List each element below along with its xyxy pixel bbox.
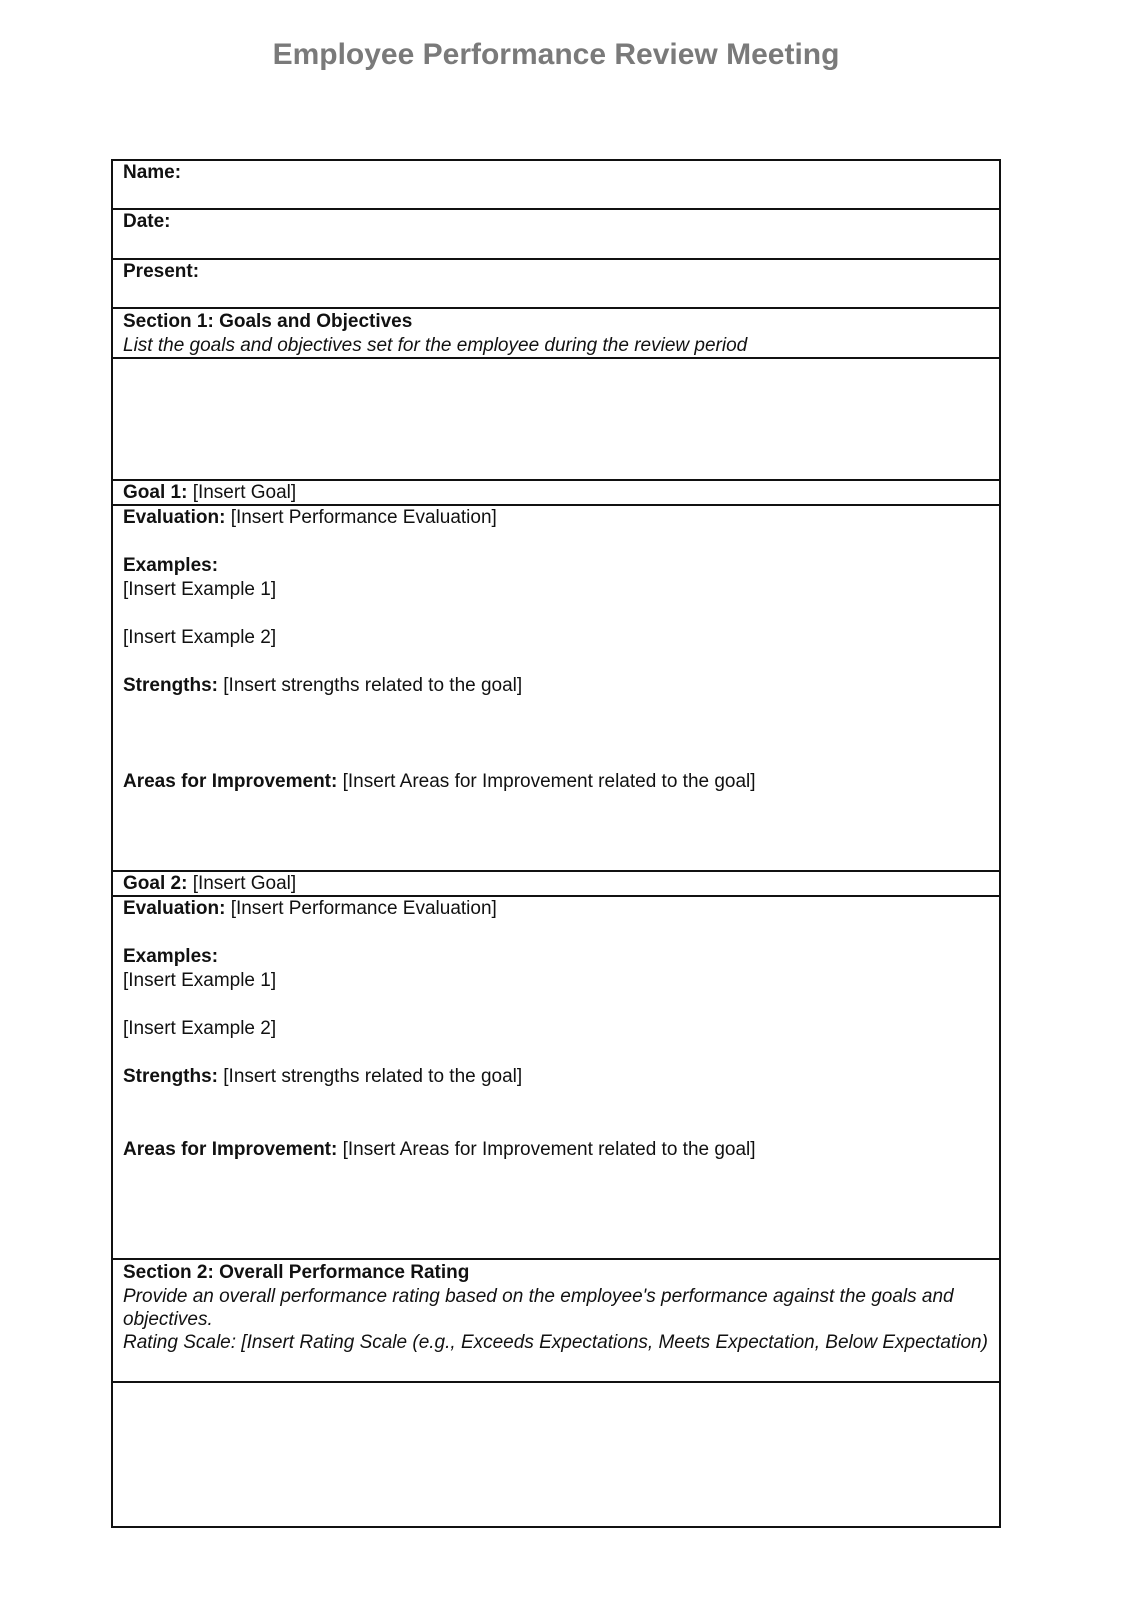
- section2-header: [113, 1260, 999, 1383]
- goal-1-improvement-value: [Insert Areas for Improvement related to the goal]: [342, 771, 756, 792]
- goal-2-improvement-label: Areas for Improvement:: [123, 1139, 338, 1160]
- section2-instructions: Provide an overall performance rating based on the employee's performance against the goals and objectives.: [123, 1286, 954, 1330]
- goal-2-strengths-value: [Insert strengths related to the goal]: [223, 1066, 523, 1087]
- name-label: Name:: [123, 162, 182, 183]
- goal-2-details[interactable]: [113, 897, 999, 1260]
- name-field[interactable]: [113, 161, 999, 210]
- goal-1-evaluation-value: [Insert Performance Evaluation]: [230, 507, 497, 528]
- section1-heading: Section 1: Goals and Objectives: [123, 311, 413, 332]
- goal-1-details[interactable]: [113, 506, 999, 872]
- goal-1-improvement-label: Areas for Improvement:: [123, 771, 338, 792]
- review-form-table: [111, 159, 1001, 1528]
- section2-answer-area[interactable]: [113, 1383, 999, 1526]
- goal-1-row[interactable]: [113, 481, 999, 506]
- section2-heading: Section 2: Overall Performance Rating: [123, 1262, 470, 1283]
- goal-2-evaluation-value: [Insert Performance Evaluation]: [230, 898, 497, 919]
- goal-2-examples-label: Examples:: [123, 946, 219, 967]
- goal-2-example-2: [Insert Example 2]: [123, 1018, 277, 1039]
- present-field[interactable]: [113, 260, 999, 309]
- section1-header: [113, 309, 999, 359]
- goal-2-evaluation-label: Evaluation:: [123, 898, 226, 919]
- goal-2-example-1: [Insert Example 1]: [123, 970, 277, 991]
- date-label: Date:: [123, 211, 171, 232]
- goal-1-example-1: [Insert Example 1]: [123, 579, 277, 600]
- section2-rating-scale: Rating Scale: [Insert Rating Scale (e.g., Exceeds Expectations, Meets Expectation, Below Expectation): [123, 1332, 988, 1353]
- goal-2-label: Goal 2:: [123, 873, 188, 894]
- section1-answer-area[interactable]: [113, 359, 999, 481]
- goal-2-improvement-value: [Insert Areas for Improvement related to the goal]: [342, 1139, 756, 1160]
- goal-1-evaluation-label: Evaluation:: [123, 507, 226, 528]
- goal-2-value: [Insert Goal]: [192, 873, 297, 894]
- goal-1-strengths-value: [Insert strengths related to the goal]: [223, 675, 523, 696]
- goal-1-examples-label: Examples:: [123, 555, 219, 576]
- document-title: Employee Performance Review Meeting: [272, 38, 840, 71]
- goal-2-row[interactable]: [113, 872, 999, 897]
- goal-2-strengths-label: Strengths:: [123, 1066, 218, 1087]
- goal-1-strengths-label: Strengths:: [123, 675, 218, 696]
- present-label: Present:: [123, 261, 200, 282]
- goal-1-value: [Insert Goal]: [192, 482, 297, 503]
- goal-1-example-2: [Insert Example 2]: [123, 627, 277, 648]
- goal-1-label: Goal 1:: [123, 482, 188, 503]
- section1-instructions: List the goals and objectives set for the employee during the review period: [123, 335, 748, 356]
- date-field[interactable]: [113, 210, 999, 260]
